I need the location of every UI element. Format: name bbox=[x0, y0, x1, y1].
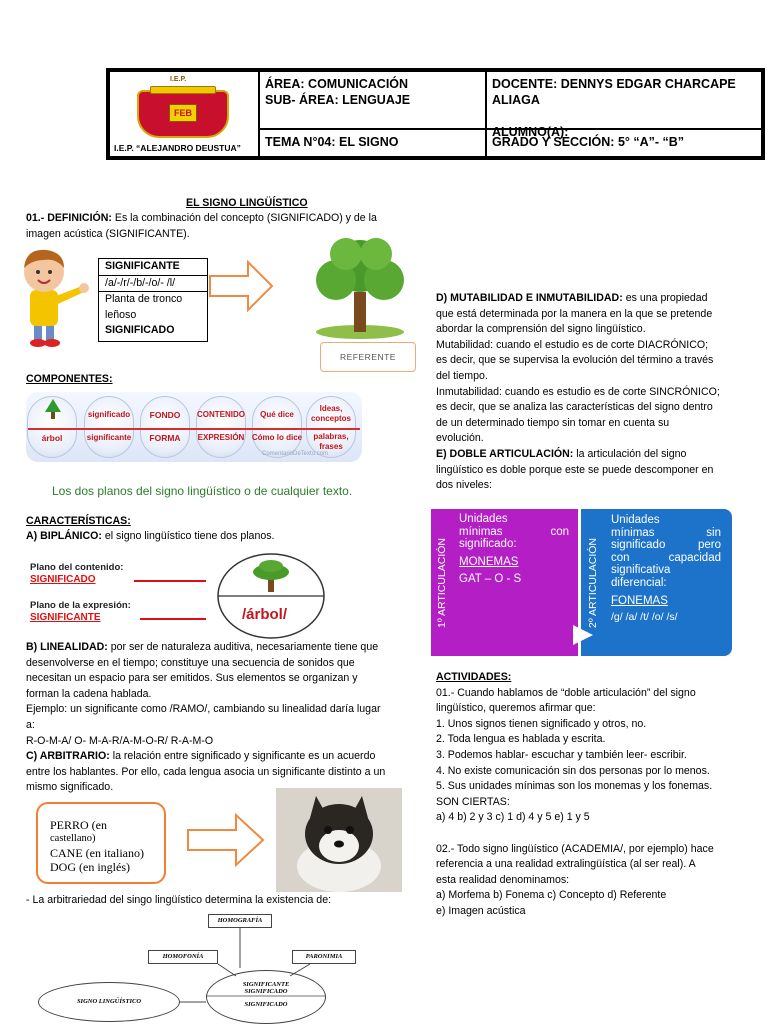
diagram-significante: SIGNIFICANTE bbox=[242, 981, 290, 988]
arbitrario-line: mismo significado. bbox=[26, 781, 114, 794]
component-bottom-forma: FORMA bbox=[149, 433, 181, 443]
component-bottom-palabras: palabras, frases bbox=[313, 432, 349, 451]
linealidad-label: B) LINEALIDAD: bbox=[26, 641, 108, 653]
activity-options: a) Morfema b) Fonema c) Concepto d) Referente bbox=[436, 889, 667, 902]
translation-perro: PERRO (en bbox=[50, 818, 107, 832]
component-bubble bbox=[196, 396, 246, 458]
component-top-contenido: CONTENIDO bbox=[197, 410, 245, 419]
mutabilidad-label: D) MUTABILIDAD E INMUTABILIDAD: bbox=[436, 292, 623, 304]
component-top-fondo: FONDO bbox=[149, 410, 181, 420]
doble-line: lingüístico es doble porque este se puede descomponer en bbox=[436, 463, 714, 476]
linealidad-line: Ejemplo: un significante como /RAMO/, cambiando su linealidad daría lugar bbox=[26, 703, 381, 716]
activity-line: 3. Podemos hablar- escuchar y también leer- escribir. bbox=[436, 748, 687, 761]
school-name: I.E.P. “ALEJANDRO DEUSTUA” bbox=[114, 143, 241, 153]
signifier-label: SIGNIFICANTE bbox=[99, 259, 207, 276]
arrow-right-icon bbox=[186, 812, 266, 868]
mutabilidad-line: Mutabilidad: cuando el estudio es de corte DIACRÓNICO; bbox=[436, 338, 709, 351]
activity-line: 01.- Cuando hablamos de “doble articulación” del signo bbox=[436, 686, 696, 699]
activity-line: referencia a una realidad extralingüística (al ser real). A bbox=[436, 858, 696, 871]
expression-plane-arrow bbox=[140, 618, 206, 620]
translation-dog: DOG (en inglés) bbox=[50, 860, 130, 874]
activity-line: 5. Sus unidades mínimas son los monemas y los fonemas. bbox=[436, 780, 713, 793]
art2-line: capacidad bbox=[668, 551, 721, 564]
boy-pointing-icon bbox=[16, 246, 92, 348]
components-divider bbox=[28, 428, 360, 430]
signified-desc-2: leñoso bbox=[105, 308, 137, 321]
linealidad-line: por ser de naturaleza auditiva, necesariamente tiene que bbox=[107, 641, 379, 653]
art1-line: Unidades bbox=[459, 513, 508, 525]
art2-line: significativa bbox=[611, 564, 671, 577]
component-bottom-expresion: EXPRESIÓN bbox=[197, 433, 245, 442]
fonemas-label: FONEMAS bbox=[611, 594, 668, 607]
content-plane-label: Plano del contenido: bbox=[30, 562, 124, 573]
components-title: COMPONENTES: bbox=[26, 373, 113, 385]
school-logo-top: I.E.P. bbox=[170, 76, 187, 83]
activity-options: e) Imagen acústica bbox=[436, 904, 526, 917]
arbitrario-line: entre los hablantes. Por ello, cada lengua asocia un significante distinto a un bbox=[26, 765, 386, 778]
diagram-connectors bbox=[0, 900, 420, 1024]
linealidad-line: R-O-M-A/ O- M-A-R/A-M-O-R/ R-A-M-O bbox=[26, 734, 214, 747]
mutabilidad-line: abordar la comprensión del signo lingüístico. bbox=[436, 323, 646, 336]
component-bottom-significante: significante bbox=[86, 433, 132, 442]
characteristics-title: CARACTERÍSTICAS: bbox=[26, 515, 131, 527]
activities-section bbox=[436, 670, 756, 920]
translations-box bbox=[36, 802, 166, 884]
signified-desc-1: Planta de tronco bbox=[99, 291, 207, 308]
grado-label: GRADO Y SECCIÓN: 5° “A”- “B” bbox=[492, 135, 685, 149]
definition-label: 01.- DEFINICIÓN: bbox=[26, 212, 112, 224]
planes-caption: Los dos planos del signo lingüístico o de cualquier texto. bbox=[52, 484, 353, 498]
mutabilidad-line: del tiempo. bbox=[436, 369, 488, 382]
referent-box: REFERENTE bbox=[320, 342, 416, 372]
linealidad-line: a: bbox=[26, 718, 35, 731]
mutabilidad-line: de un determinado tiempo sin tomar en cuenta su bbox=[436, 416, 670, 429]
signifier-box bbox=[98, 258, 208, 342]
homofonia-box: HOMOFONÍA bbox=[148, 950, 218, 964]
header-area-cell bbox=[259, 71, 486, 129]
art2-line: pero bbox=[697, 539, 721, 552]
section-title: EL SIGNO LINGÜÍSTICO bbox=[186, 197, 308, 209]
linealidad-line: necesitan un espacio para ser emitidos. Sus elementos se organizan y bbox=[26, 672, 358, 685]
expression-plane-value: SIGNIFICANTE bbox=[30, 612, 101, 623]
mutabilidad-line: Inmutabilidad: cuando es estudio es de corte SINCRÓNICO; bbox=[436, 385, 720, 398]
art2-line: Unidades bbox=[611, 514, 660, 526]
content-plane-arrow bbox=[134, 580, 206, 582]
diagram-significado-2: SIGNIFICADO bbox=[244, 1001, 288, 1008]
linealidad-line: forman la cadena hablada. bbox=[26, 687, 152, 700]
mutabilidad-line: que está determinada por la manera en la que se pretende bbox=[436, 307, 713, 320]
art2-line: mínimas bbox=[611, 526, 655, 539]
translation-perro-lang: castellano) bbox=[50, 833, 96, 844]
component-top-que-dice: Qué dice bbox=[260, 410, 294, 419]
mutabilidad-line: es decir, que se analiza las características del signo dentro bbox=[436, 401, 713, 414]
mutabilidad-line: es una propiedad bbox=[622, 292, 708, 304]
linealidad-line: desenvolverse en el tiempo; constituye una secuencia de sonidos que bbox=[26, 656, 355, 669]
expression-plane-label: Plano de la expresión: bbox=[30, 600, 131, 611]
activity-line: 02.- Todo signo lingüístico (ACADEMIA/, por ejemplo) hace bbox=[436, 842, 714, 855]
components-watermark: ComentarioDeTexto.com bbox=[262, 451, 329, 457]
biplanico-paragraph bbox=[26, 529, 274, 545]
activity-line: esta realidad denominamos: bbox=[436, 873, 570, 886]
art2-line: sin bbox=[706, 526, 721, 539]
activity-line: lingüístico, queremos afirmar que: bbox=[436, 702, 596, 715]
art1-line: con bbox=[550, 525, 569, 538]
translation-cane: CANE (en italiano) bbox=[50, 846, 144, 860]
sign-ellipse-arbol: /árbol/ bbox=[242, 606, 288, 623]
mutabilidad-line: evolución. bbox=[436, 432, 484, 445]
mutabilidad-line: es decir, que se supervisa la evolución del término a través bbox=[436, 354, 714, 367]
activity-line: 4. No existe comunicación sin dos personas por lo menos. bbox=[436, 764, 710, 777]
component-top-significado: significado bbox=[87, 410, 131, 419]
alumno-label: ALUMNO(A): bbox=[492, 125, 569, 139]
docente-label: DOCENTE: DENNYS EDGAR CHARCAPE ALIAGA bbox=[492, 77, 736, 107]
doble-label: E) DOBLE ARTICULACIÓN: bbox=[436, 447, 574, 460]
activity-options: a) 4 b) 2 y 3 c) 1 d) 4 y 5 e) 1 y 5 bbox=[436, 811, 590, 824]
definition-text-1: Es la combinación del concepto (SIGNIFICADO) y de la bbox=[111, 212, 377, 224]
component-bottom-como-lo-dice: Cómo lo dice bbox=[251, 433, 303, 442]
signified-label: SIGNIFICADO bbox=[105, 324, 175, 337]
logo-ribbon bbox=[150, 86, 216, 94]
first-articulation-text bbox=[459, 513, 569, 586]
area-label: ÁREA: COMUNICACIÓN bbox=[265, 77, 409, 91]
small-tree-icon bbox=[44, 398, 62, 420]
activities-title: ACTIVIDADES: bbox=[436, 671, 512, 683]
linealidad-paragraph bbox=[26, 640, 416, 796]
monemas-example: GAT – O - S bbox=[459, 573, 522, 586]
header-tema-cell bbox=[259, 129, 486, 157]
component-top-ideas: Ideas, conceptos bbox=[310, 404, 351, 423]
arrow-right-icon bbox=[208, 260, 274, 312]
biplanico-label: A) BIPLÁNICO: bbox=[26, 530, 102, 542]
art2-line: con bbox=[611, 551, 630, 564]
paronimia-box: PARONIMIA bbox=[292, 950, 356, 964]
monemas-label: MONEMAS bbox=[459, 555, 519, 568]
component-bubble bbox=[84, 396, 134, 458]
sign-ellipse-icon bbox=[216, 552, 326, 640]
arbitrario-line: la relación entre significado y significante es un acuerdo bbox=[109, 750, 376, 763]
homografia-box: HOMOGRAFÍA bbox=[208, 914, 272, 928]
arbitrario-label: C) ARBITRARIO: bbox=[26, 750, 110, 763]
second-articulation-text bbox=[611, 514, 721, 624]
biplanico-text: el signo lingüístico tiene dos planos. bbox=[101, 530, 275, 542]
component-bubble bbox=[252, 396, 302, 458]
doble-line: dos niveles: bbox=[436, 479, 492, 492]
signifier-phonemes: /a/-/r/-/b/-/o/- /l/ bbox=[105, 276, 176, 289]
activity-line: 1. Unos signos tienen significado y otros, no. bbox=[436, 717, 647, 730]
subarea-label: SUB- ÁREA: LENGUAJE bbox=[265, 93, 411, 107]
activity-line: 2. Toda lengua es hablada y escrita. bbox=[436, 733, 606, 746]
header-grado-cell bbox=[486, 129, 762, 157]
art1-line: significado: bbox=[459, 538, 517, 551]
tema-label: TEMA N°04: EL SIGNO bbox=[265, 135, 399, 149]
art1-line: mínimas bbox=[459, 525, 503, 538]
doble-line: la articulación del signo bbox=[573, 447, 687, 460]
component-bottom-arbol: árbol bbox=[41, 433, 63, 443]
art2-line: diferencial: bbox=[611, 576, 667, 589]
art2-line: significado bbox=[611, 539, 666, 552]
signo-ellipse: SIGNO LINGÜÍSTICO bbox=[38, 982, 180, 1022]
play-arrow-icon bbox=[571, 624, 595, 646]
puppy-photo bbox=[276, 788, 402, 892]
component-bubble bbox=[140, 396, 190, 458]
arbitrariedad-text: - La arbitrariedad del singo lingüístico determina la existencia de: bbox=[26, 894, 332, 906]
activity-line: SON CIERTAS: bbox=[436, 795, 510, 808]
mutabilidad-paragraph bbox=[436, 291, 756, 494]
first-articulation-label: 1º ARTICULACIÓN bbox=[436, 538, 448, 628]
second-articulation-label: 2º ARTICULACIÓN bbox=[587, 538, 599, 628]
logo-feb-badge: FEB bbox=[169, 104, 197, 122]
header-docente-cell bbox=[486, 71, 762, 139]
tree-icon bbox=[302, 232, 418, 340]
fonemas-example: /g/ /a/ /t/ /o/ /s/ bbox=[611, 611, 678, 624]
diagram-significado: SIGNIFICADO bbox=[244, 988, 288, 995]
definition-text-2: imagen acústica (SIGNIFICANTE). bbox=[26, 227, 190, 240]
content-plane-value: SIGNIFICADO bbox=[30, 574, 96, 585]
